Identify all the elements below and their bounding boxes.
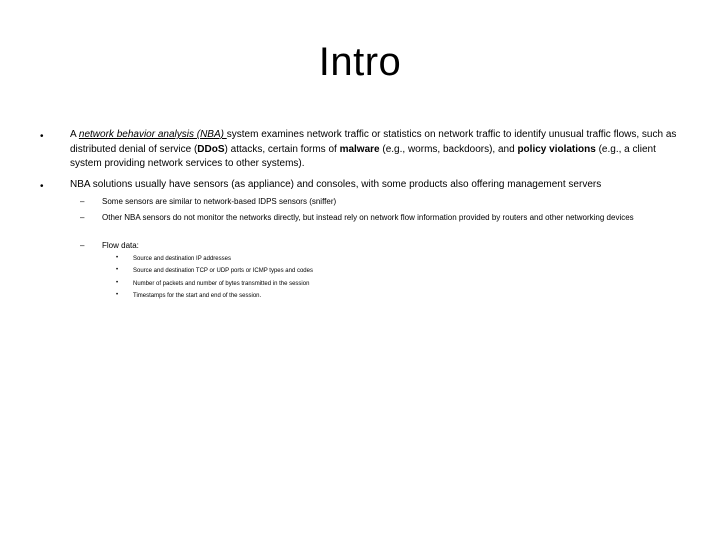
bullet-marker: • [40,131,44,142]
bullet-nba-solutions: NBA solutions usually have sensors (as appliance) and consoles, with some products also offering management servers [70,179,602,190]
bullet-text-part: system examines network traffic or statistics on network traffic to identify unusual traffic flows, such as distributed denial of service ( [70,129,677,155]
sub-bullet-flow-data: Flow data: [102,241,139,250]
bullet-text-part: ) attacks, certain forms of [224,143,340,155]
bullet-marker: • [40,181,44,192]
dash-marker: – [80,241,85,250]
nba-term: network behavior analysis (NBA) [78,129,227,140]
policy-violations-term: policy violations [517,143,596,155]
bullet-text-part: A [70,129,79,140]
bullet-nba-definition [70,128,680,172]
bullet-marker: • [116,292,119,298]
bullet-marker: • [116,280,119,286]
malware-term: malware [339,143,380,155]
ddos-term: DDoS [197,143,225,155]
sub-bullet-sensors-similar: Some sensors are similar to network-based IDPS sensors (sniffer) [102,197,337,206]
dash-marker: – [80,213,85,222]
slide-title: Intro [318,40,402,84]
bullet-marker: • [116,255,119,261]
dash-marker: – [80,197,85,206]
sub-bullet-nba-sensors: Other NBA sensors do not monitor the networks directly, but instead rely on network flow information provided by routers and other networking devices [102,213,634,222]
bullet-marker: • [116,267,119,273]
flow-item: Source and destination TCP or UDP ports or ICMP types and codes [133,268,313,274]
flow-item: Timestamps for the start and end of the session. [133,293,262,299]
flow-item: Source and destination IP addresses [133,256,231,262]
flow-item: Number of packets and number of bytes transmitted in the session [133,281,310,287]
bullet-text-part: (e.g., a client system providing network services to other systems). [70,143,656,169]
bullet-text-part: (e.g., worms, backdoors), and [379,143,518,155]
